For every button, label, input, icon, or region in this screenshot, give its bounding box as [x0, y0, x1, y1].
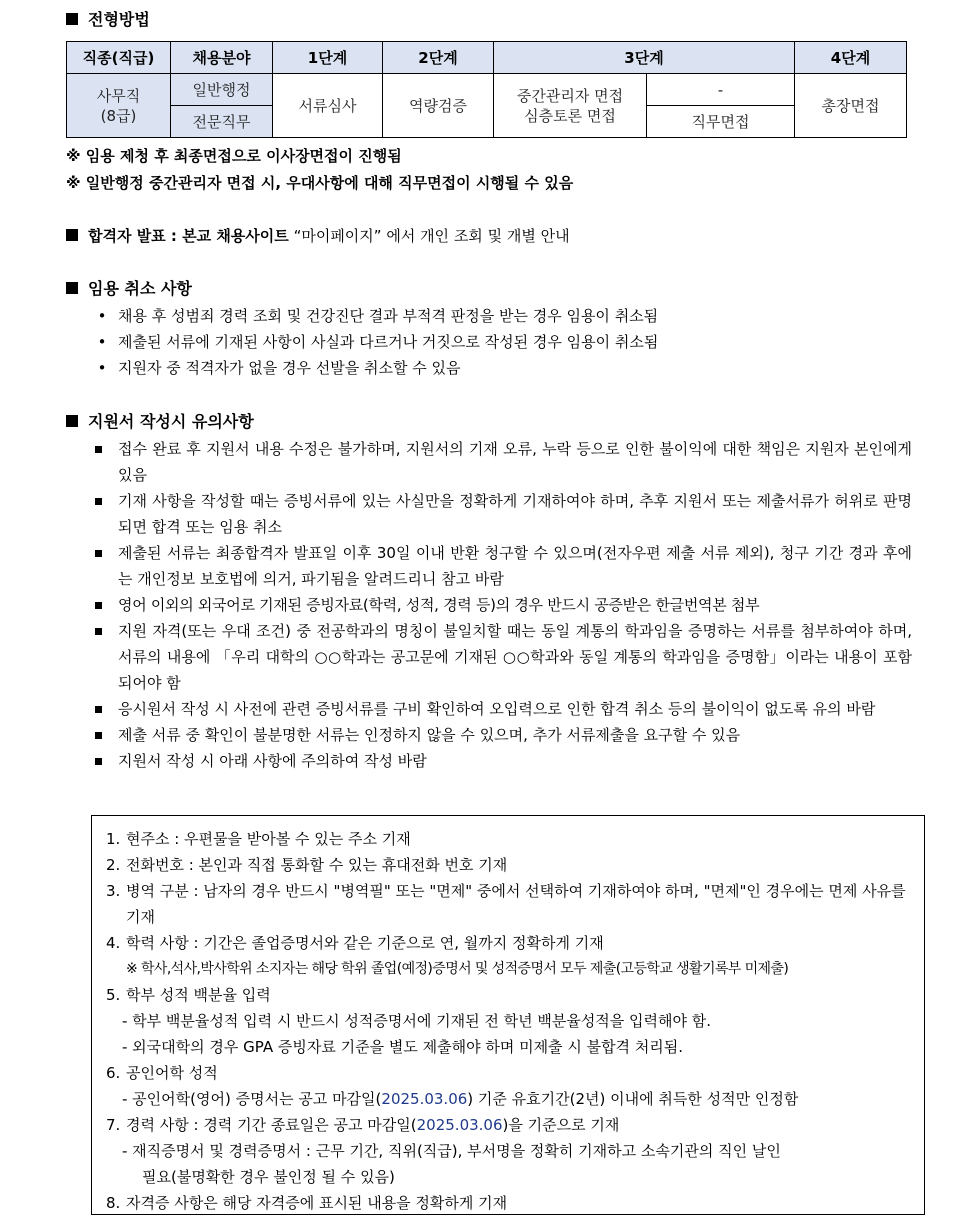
- stage3-sub-cell: -: [647, 74, 795, 106]
- guide-item: 3. 병역 구분 : 남자의 경우 반드시 "병역필" 또는 "면제" 중에서 선택하여 기재하여야 하며, "면제"인 경우에는 면제 사유를 기재: [106, 882, 906, 926]
- header-cell: 채용분야: [171, 42, 273, 74]
- header-cell: 1단계: [273, 42, 383, 74]
- stage3-sub-cell: 직무면접: [647, 106, 795, 138]
- bullet-icon: •: [97, 307, 107, 325]
- list-item: • 채용 후 성범죄 경력 조회 및 건강진단 결과 부적격 판정을 받는 경우 임용이 취소됨: [92, 303, 912, 329]
- square-bullet-icon: [66, 13, 78, 25]
- square-bullet-icon: [95, 498, 102, 505]
- announcement-line: 합격자 발표 : 본교 채용사이트 “마이페이지” 에서 개인 조회 및 개별 안내: [66, 225, 570, 247]
- guide-item: 8. 자격증 사항은 해당 자격증에 표시된 내용을 정확하게 기재: [106, 1194, 508, 1212]
- field-cell: 일반행정: [171, 74, 273, 106]
- bullet-icon: •: [97, 333, 107, 351]
- section-title-method: 전형방법: [66, 9, 150, 31]
- guide-item: 1. 현주소 : 우편물을 받아볼 수 있는 주소 기재: [106, 830, 411, 848]
- note-line: ※ 일반행정 중간관리자 면접 시, 우대사항에 대해 직무면접이 시행될 수 있음: [66, 174, 574, 192]
- selection-table: [66, 41, 907, 138]
- square-bullet-icon: [95, 628, 102, 635]
- note-line: ※ 임용 제청 후 최종면접으로 이사장면접이 진행됨: [66, 147, 402, 165]
- application-guide-box: [91, 815, 925, 1215]
- stage3-cell: 중간관리자 면접 심층토론 면접: [494, 74, 647, 138]
- square-bullet-icon: [66, 229, 78, 241]
- guide-subitem: - 재직증명서 및 경력증명서 : 근무 기간, 직위(직급), 부서명을 정확히 기재하고 소속기관의 직인 날인: [122, 1142, 781, 1160]
- guide-subitem: - 학부 백분율성적 입력 시 반드시 성적증명서에 기재된 전 학년 백분율성적을 입력해야 함.: [122, 1012, 712, 1030]
- header-cell: 직종(직급): [67, 42, 171, 74]
- square-bullet-icon: [66, 415, 78, 427]
- square-bullet-icon: [95, 550, 102, 557]
- guide-item: 2. 전화번호 : 본인과 직접 통화할 수 있는 휴대전화 번호 기재: [106, 856, 508, 874]
- bullet-icon: •: [97, 359, 107, 377]
- header-cell: 4단계: [795, 42, 907, 74]
- list-item: 제출된 서류는 최종합격자 발표일 이후 30일 이내 반환 청구할 수 있으며(전자우편 제출 서류 제외), 청구 기간 경과 후에는 개인정보 보호법에 의거, 파기됨을 알려드리니 참고 바람: [92, 540, 912, 592]
- square-bullet-icon: [66, 282, 78, 294]
- stage4-cell: 총장면접: [795, 74, 907, 138]
- square-bullet-icon: [95, 706, 102, 713]
- header-cell: 2단계: [383, 42, 494, 74]
- guide-subitem: - 공인어학(영어) 증명서는 공고 마감일(2025.03.06) 기준 유효기간(2년) 이내에 취득한 성적만 인정함: [122, 1090, 799, 1108]
- guide-list: [106, 826, 912, 1216]
- guide-item: 4. 학력 사항 : 기간은 졸업증명서와 같은 기준으로 연, 월까지 정확하게 기재: [106, 934, 604, 952]
- deadline-date: 2025.03.06: [381, 1090, 468, 1108]
- list-item: 기재 사항을 작성할 때는 증빙서류에 있는 사실만을 정확하게 기재하여야 하며, 추후 지원서 또는 제출서류가 허위로 판명되면 합격 또는 임용 취소: [92, 488, 912, 540]
- list-item: 지원 자격(또는 우대 조건) 중 전공학과의 명칭이 불일치할 때는 동일 계통의 학과임을 증명하는 서류를 첨부하여야 하며, 서류의 내용에 「우리 대학의 ○○학과는 공고문에 기재된 ○○학과와 동일 계통의 학과임을 증명함」이라는 내용이 포함되어야 함: [92, 618, 912, 696]
- list-item: 응시원서 작성 시 사전에 관련 증빙서류를 구비 확인하여 오입력으로 인한 합격 취소 등의 불이익이 없도록 유의 바람: [92, 696, 912, 722]
- square-bullet-icon: [95, 732, 102, 739]
- square-bullet-icon: [95, 602, 102, 609]
- guide-subnote: ※ 학사,석사,박사학위 소지자는 해당 학위 졸업(예정)증명서 및 성적증명서 모두 제출(고등학교 생활기록부 미제출): [126, 961, 789, 977]
- deadline-date: 2025.03.06: [416, 1116, 503, 1134]
- job-cell: 사무직 (8급): [67, 74, 171, 138]
- table-header-row: [67, 42, 907, 74]
- list-item: • 지원자 중 적격자가 없을 경우 선발을 취소할 수 있음: [92, 355, 912, 381]
- caution-list: [92, 436, 912, 774]
- guide-item: 6. 공인어학 성적: [106, 1064, 218, 1082]
- section-title-cancel: 임용 취소 사항: [66, 278, 192, 300]
- guide-item: 5. 학부 성적 백분율 입력: [106, 986, 271, 1004]
- list-item: 지원서 작성 시 아래 사항에 주의하여 작성 바람: [92, 748, 912, 774]
- square-bullet-icon: [95, 446, 102, 453]
- list-item: • 제출된 서류에 기재된 사항이 사실과 다르거나 거짓으로 작성된 경우 임용이 취소됨: [92, 329, 912, 355]
- guide-item: 7. 경력 사항 : 경력 기간 종료일은 공고 마감일(2025.03.06)을 기준으로 기재: [106, 1116, 620, 1134]
- stage2-cell: 역량검증: [383, 74, 494, 138]
- guide-subitem: 필요(불명확한 경우 불인정 될 수 있음): [142, 1168, 395, 1186]
- guide-subitem: - 외국대학의 경우 GPA 증빙자료 기준을 별도 제출해야 하며 미제출 시 불합격 처리됨.: [122, 1038, 684, 1056]
- list-item: 영어 이외의 외국어로 기재된 증빙자료(학력, 성적, 경력 등)의 경우 반드시 공증받은 한글번역본 첨부: [92, 592, 912, 618]
- list-item: 접수 완료 후 지원서 내용 수정은 불가하며, 지원서의 기재 오류, 누락 등으로 인한 불이익에 대한 책임은 지원자 본인에게 있음: [92, 436, 912, 488]
- list-item: 제출 서류 중 확인이 불분명한 서류는 인정하지 않을 수 있으며, 추가 서류제출을 요구할 수 있음: [92, 722, 912, 748]
- section-title-notes: 지원서 작성시 유의사항: [66, 411, 254, 433]
- table-row: [67, 74, 907, 106]
- field-cell: 전문직무: [171, 106, 273, 138]
- header-cell: 3단계: [494, 42, 795, 74]
- square-bullet-icon: [95, 758, 102, 765]
- cancel-list: [92, 303, 912, 381]
- stage1-cell: 서류심사: [273, 74, 383, 138]
